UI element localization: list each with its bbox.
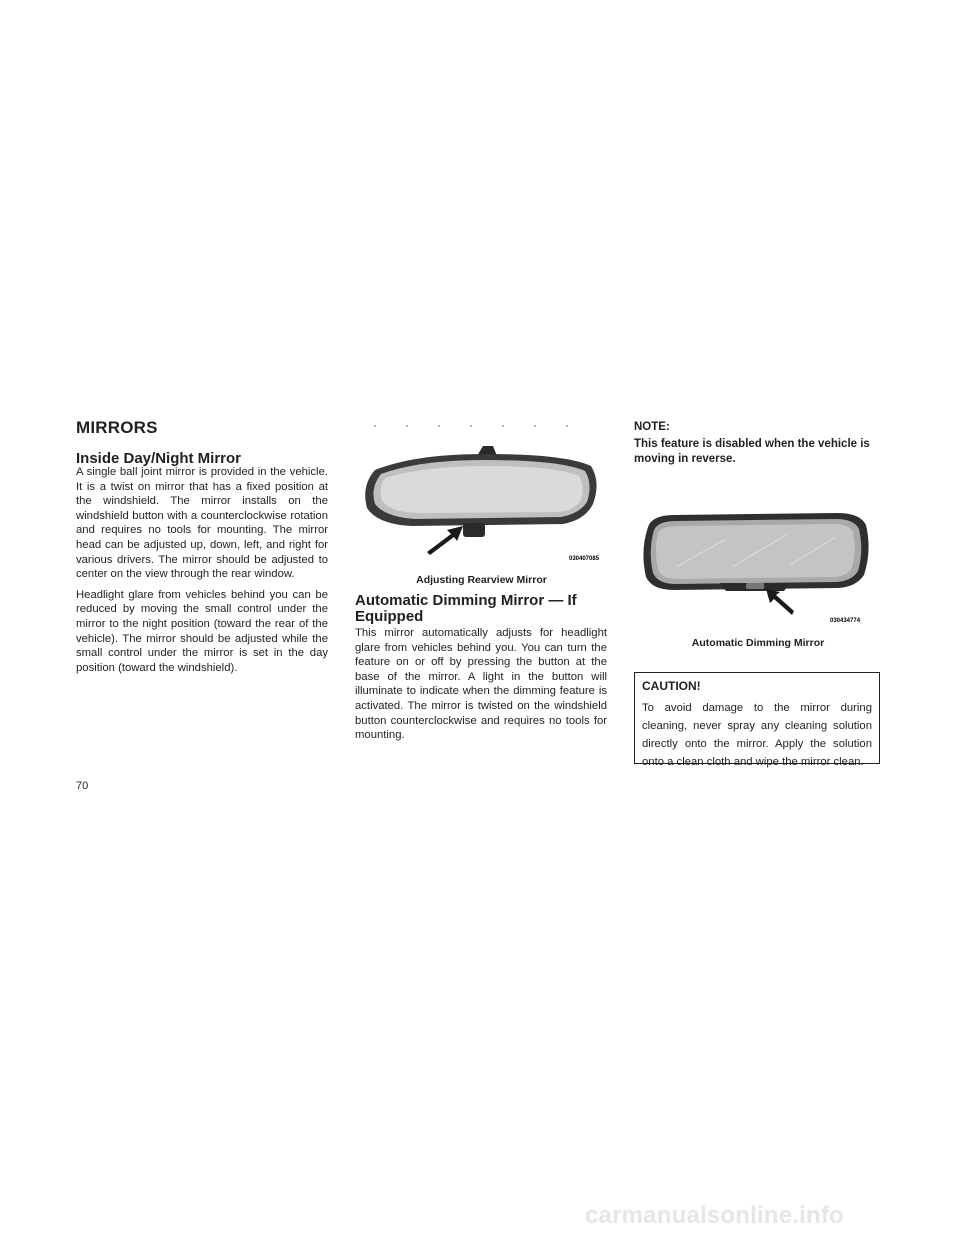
auto-dimming-figure [634,495,882,630]
inside-mirror-paragraph-1: A single ball joint mirror is provided in the vehicle. It is a twist on mirror that has a fixed position at the windshield. The mirror installs on the windshield button with a counterclockwise rotation and requires no tools for mounting. The mirror head can be adjusted up, down, left, and right for various drivers. The mirror should be adjusted to center on the view through the rear window. [76,466,328,581]
rearview-mirror-illustration [355,420,608,570]
figure2-caption: Automatic Dimming Mirror [691,637,825,649]
page-number: 70 [76,780,89,792]
note-text: This feature is disabled when the vehicle is moving in reverse. [634,438,870,465]
figure1-caption: Adjusting Rearview Mirror [416,574,547,586]
footer-watermark: carmanualsonline.info [585,1202,844,1229]
note-label: NOTE: [634,421,670,433]
inside-mirror-body [76,465,328,681]
caution-box [634,672,880,768]
figure1-code: 030407085 [569,556,600,562]
auto-dimming-paragraph: This mirror automatically adjusts for headlight glare from vehicles behind you. You can turn the feature on or off by pressing the button at the base of the mirror. A light in the button will illuminate to indicate when the dimming feature is activated. The mirror is twisted on the windshield button counterclockwise and requires no tools for mounting. [355,627,607,742]
auto-dimming-mirror-illustration [634,495,882,630]
section-title: MIRRORS [76,418,158,437]
caution-text: To avoid damage to the mirror during cleaning, never spray any cleaning solution directly onto the mirror. Apply the solution onto a clean cloth and wipe the mirror clean. [642,702,872,768]
adjusting-mirror-figure [355,420,608,570]
auto-dimming-heading-line1: Automatic Dimming Mirror — If [355,592,577,609]
auto-dimming-heading-line2: Equipped [355,608,424,625]
auto-dimming-heading [355,593,577,625]
figure2-code: 030434774 [830,618,861,624]
auto-dimming-body [355,626,607,749]
inside-mirror-paragraph-2: Headlight glare from vehicles behind you can be reduced by moving the small control under the mirror to the night position (toward the rear of the vehicle). The mirror should be adjusted while the small control under the mirror is set in the day position (toward the windshield). [76,588,328,674]
caution-title: CAUTION! [642,679,701,693]
inside-mirror-heading: Inside Day/Night Mirror [76,450,242,467]
